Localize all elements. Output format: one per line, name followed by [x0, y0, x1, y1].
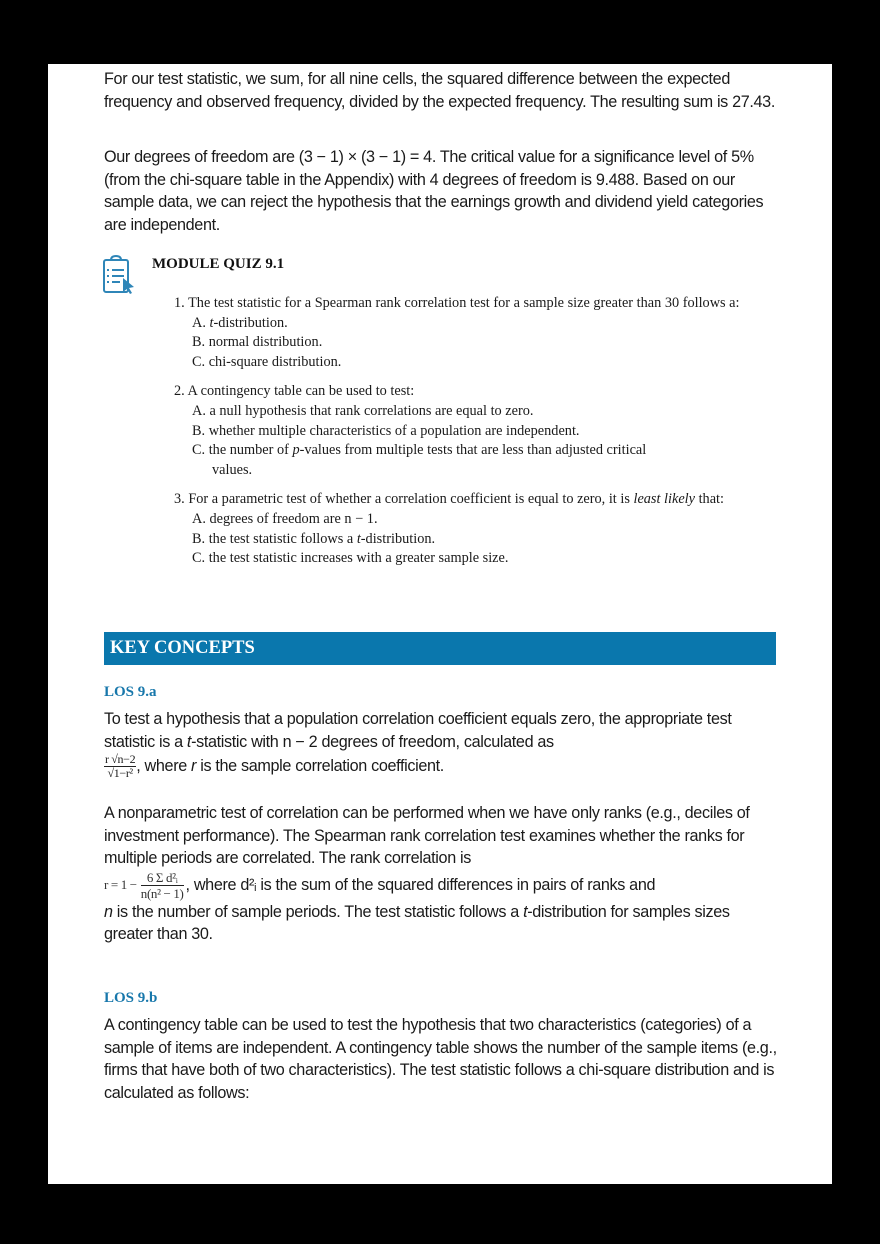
answer-option-b: B. normal distribution. [192, 334, 323, 351]
los-9a-heading: LOS 9.a [104, 684, 157, 700]
question-stem: 3. For a parametric test of whether a correlation coefficient is equal to zero, it is least likely that: [174, 491, 724, 508]
spearman-formula-line: r = 1 − $\frac{\text{6 Σ d²ᵢ}}{\text{n(n² − 1)}}$ , where d²ᵢ is the sum of the squared differences in pairs of ranks and [104, 869, 656, 901]
question-stem: 1. The test statistic for a Spearman rank correlation test for a sample size greater than 30 follows a: [174, 295, 740, 311]
document-page [48, 64, 832, 1184]
quiz-question-3 [174, 490, 784, 568]
answer-option-c: C. the number of p-values from multiple tests that are less than adjusted critical [192, 442, 647, 459]
quiz-question-1 [174, 294, 784, 372]
key-concepts-header: KEY CONCEPTS [104, 632, 776, 665]
answer-option-c: C. chi-square distribution. [192, 353, 342, 370]
spearman-formula: r = 1 − $\frac{\text{6 Σ d²ᵢ}}{\text{n(n² − 1)}}$ [104, 869, 184, 901]
answer-option-b: B. the test statistic follows a t-distribution. [192, 530, 436, 547]
answer-option-a: A. degrees of freedom are n − 1. [192, 510, 378, 527]
intro-paragraph-1: For our test statistic, we sum, for all nine cells, the squared difference between the expected frequency and observed frequency, divided by the expected frequency. The resulting sum is 27.43. [104, 70, 775, 111]
los-9b-heading: LOS 9.b [104, 990, 158, 1006]
intro-paragraph-2: Our degrees of freedom are (3 − 1) × (3 − 1) = 4. The critical value for a significance level of 5% (from the chi-square table in the Appendix) with 4 degrees of freedom is 9.488. Based on our sample data, we can reject the hypothesis that the earnings growth and dividend yield categories are independent. [104, 148, 764, 234]
question-stem: 2. A contingency table can be used to test: [174, 383, 415, 400]
los-9a-paragraph-2: A nonparametric test of correlation can be performed when we have only ranks (e.g., deciles of investment performance). The Spearman rank correlation test examines whether the ranks for multiple periods are correlated. The rank correlation is r = 1 − $\frac{\text{6 Σ d²ᵢ}}{\text{n(n² − 1)}}$ , where d²ᵢ is the sum of the squared differences in pairs of ranks and n is the number of sample periods. The test statistic follows a t-distribution for samples sizes greater than 30. [104, 802, 780, 946]
answer-option-c-continued: values. [212, 461, 253, 478]
answer-option-a: A. t-distribution. [192, 314, 288, 331]
los-9b-paragraph-1: A contingency table can be used to test the hypothesis that two characteristics (categories) of a sample of items are independent. A contingency table shows the number of the sample items (e.g., firms that have both of two characteristics). The test statistic follows a chi-square distribution and is calculated as follows: [104, 1016, 777, 1102]
quiz-title: MODULE QUIZ 9.1 [152, 256, 285, 272]
clipboard-cursor-icon [102, 254, 136, 296]
quiz-question-2 [174, 382, 784, 480]
t-statistic-formula: $\frac{r √n-2}{\text{√1−r²}}$ [105, 752, 136, 781]
los-9a-paragraph-1: To test a hypothesis that a population correlation coefficient equals zero, the appropriate test statistic is a t-statistic with n − 2 degrees of freedom, calculated as $\frac{r √n-2}{\text{√1−r²}}$ , where r is the sample correlation coefficient. [104, 710, 732, 781]
quiz-questions [174, 294, 784, 579]
answer-option-c: C. the test statistic increases with a greater sample size. [192, 550, 509, 567]
answer-option-b: B. whether multiple characteristics of a population are independent. [192, 422, 580, 439]
answer-option-a: A. a null hypothesis that rank correlations are equal to zero. [192, 402, 534, 419]
